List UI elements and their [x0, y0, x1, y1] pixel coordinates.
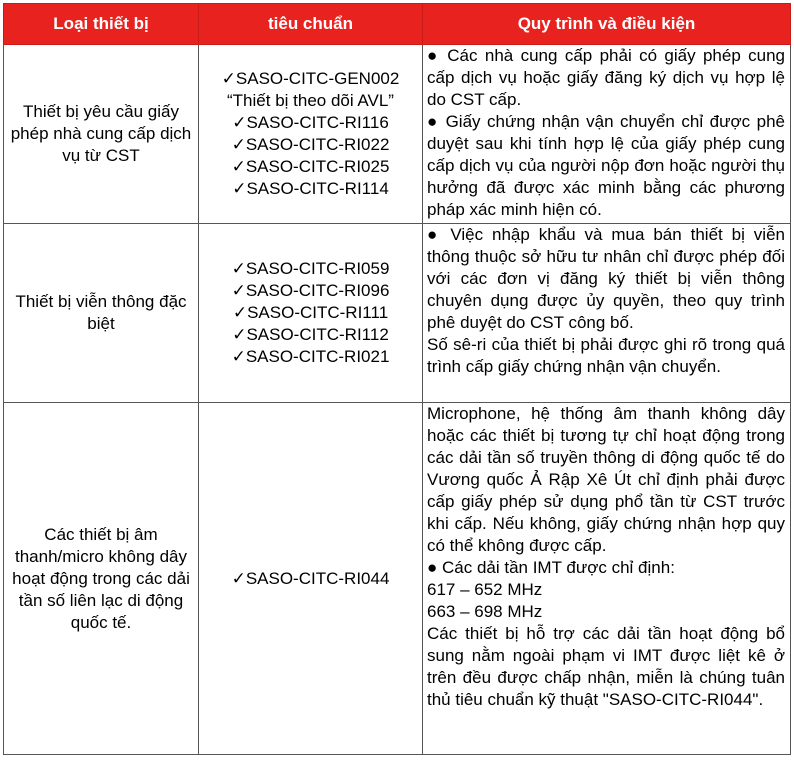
table-row [4, 45, 791, 224]
procedure-paragraph: Số sê-ri của thiết bị phải được ghi rõ trong quá trình cấp giấy chứng nhận vận chuyển. [427, 335, 785, 376]
device-type-cell: Các thiết bị âm thanh/micro không dây hoạt động trong các dải tần số liên lạc di động quốc tế. [4, 403, 199, 755]
procedure-cell [423, 403, 791, 755]
standards-cell [199, 45, 423, 224]
standard-item: ✓SASO-CITC-RI025 [231, 157, 390, 176]
procedure-cell [423, 45, 791, 224]
table-row [4, 403, 791, 755]
table-header-row [4, 4, 791, 45]
procedure-paragraph: ● Các nhà cung cấp phải có giấy phép cung cấp dịch vụ hoặc giấy đăng ký dịch vụ hợp lệ do CST cấp. [427, 46, 785, 109]
standard-item: ✓SASO-CITC-RI096 [231, 281, 390, 300]
standard-item: ✓SASO-CITC-RI022 [231, 135, 390, 154]
frequency-band: 663 – 698 MHz [427, 602, 543, 621]
requirements-table [3, 3, 791, 755]
standard-item: ✓SASO-CITC-RI116 [232, 113, 389, 132]
standard-item: ✓SASO-CITC-RI059 [231, 259, 390, 278]
standard-item: ✓SASO-CITC-RI021 [231, 347, 390, 366]
procedure-paragraph: Các thiết bị hỗ trợ các dải tần hoạt động bổ sung nằm ngoài phạm vi IMT được liệt kê ở trên đều được chấp nhận, miễn là chúng tuân thủ tiêu chuẩn kỹ thuật "SASO-CITC-RI044". [427, 624, 785, 709]
header-device-type: Loại thiết bị [4, 4, 199, 45]
procedure-paragraph: ● Việc nhập khẩu và mua bán thiết bị viễn thông thuộc sở hữu tư nhân chỉ được phép đối với các đơn vị đăng ký thiết bị viễn thông chuyên dụng được ủy quyền, theo quy trình phê duyệt do CST công bố. [427, 225, 785, 332]
header-standard: tiêu chuẩn [199, 4, 423, 45]
table-row [4, 224, 791, 403]
standards-cell [199, 224, 423, 403]
device-type-cell: Thiết bị viễn thông đặc biệt [4, 224, 199, 403]
procedure-paragraph: ● Các dải tần IMT được chỉ định: [427, 558, 675, 577]
device-type-cell: Thiết bị yêu cầu giấy phép nhà cung cấp dịch vụ từ CST [4, 45, 199, 224]
standard-item: ✓SASO-CITC-RI112 [232, 325, 389, 344]
standard-item: ✓SASO-CITC-GEN002 [221, 69, 400, 88]
procedure-cell [423, 224, 791, 403]
frequency-band: 617 – 652 MHz [427, 580, 543, 599]
procedure-paragraph: ● Giấy chứng nhận vận chuyển chỉ được phê duyệt sau khi tính hợp lệ của giấy phép cung cấp dịch vụ của người nộp đơn hoặc người thụ hưởng đã được xác minh bằng các phương pháp xác minh hiện có. [427, 112, 785, 219]
procedure-paragraph: Microphone, hệ thống âm thanh không dây hoặc các thiết bị tương tự chỉ hoạt động trong các dải tần số truyền thông di động quốc tế do Vương quốc Ả Rập Xê Út chỉ định phải được cấp giấy phép sử dụng phổ tần từ CST trước khi cấp. Nếu không, giấy chứng nhận hợp quy có thể không được cấp. [427, 404, 785, 555]
standard-item: ✓SASO-CITC-RI114 [232, 179, 389, 198]
standard-item: ✓SASO-CITC-RI044 [231, 568, 390, 588]
standards-cell [199, 403, 423, 755]
standard-item: “Thiết bị theo dõi AVL” [227, 91, 394, 110]
standard-item: ✓SASO-CITC-RI111 [232, 303, 389, 322]
header-procedure: Quy trình và điều kiện [423, 4, 791, 45]
